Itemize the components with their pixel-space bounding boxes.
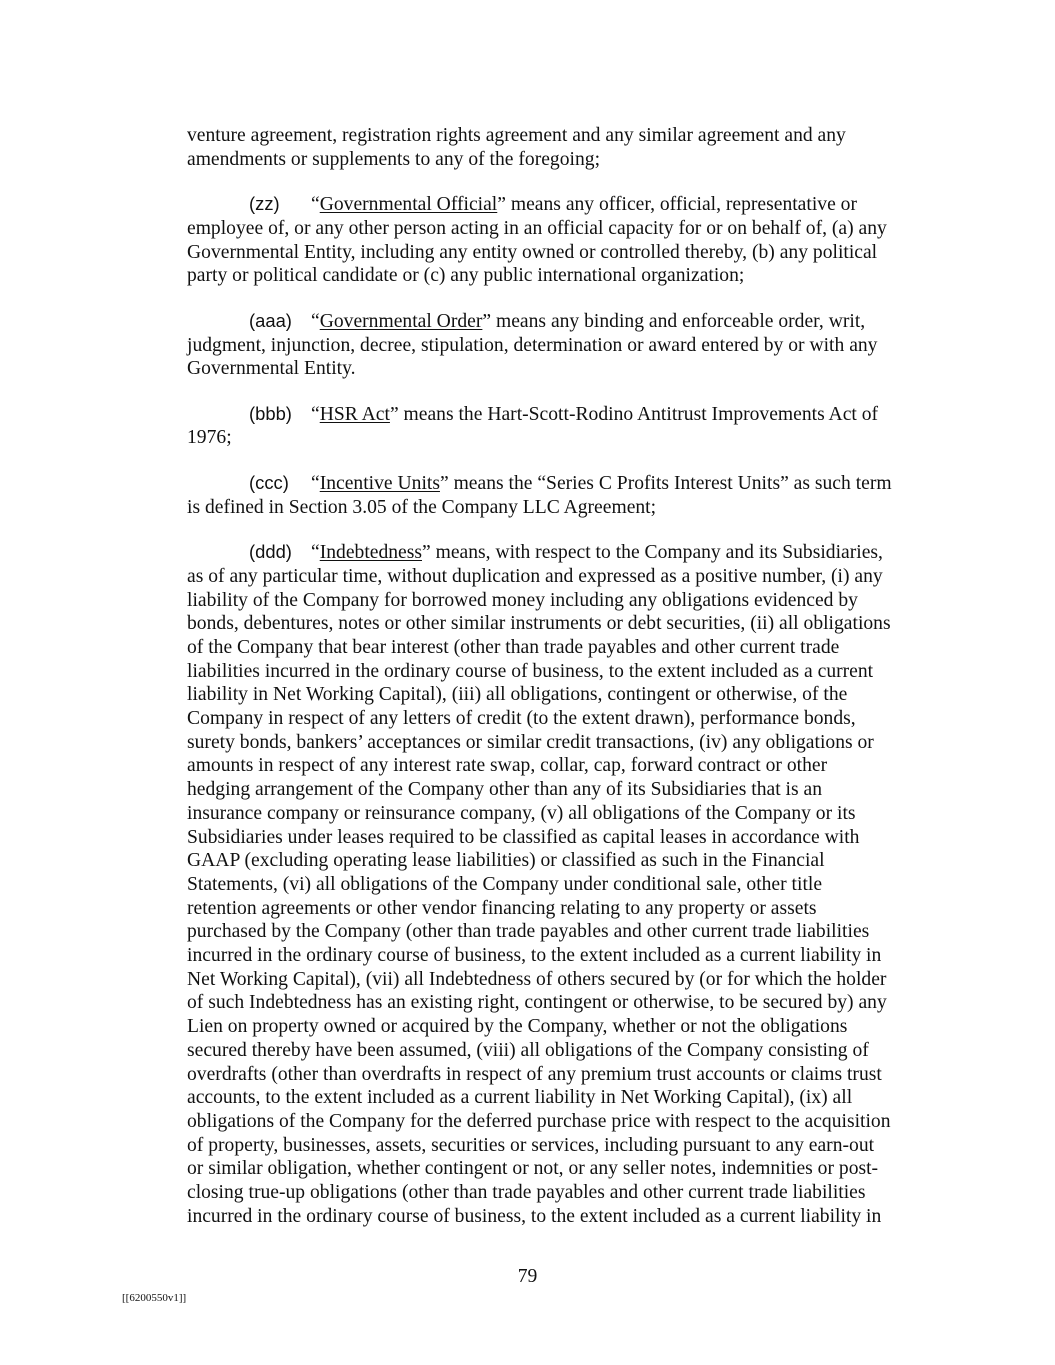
text-line — [187, 920, 933, 944]
line-text: Company in respect of any letters of credit (to the extent drawn), performance bonds, — [187, 708, 856, 730]
line-text: closing true-up obligations (other than trade payables and other current trade liabilities — [187, 1182, 866, 1204]
line-text: liability in Net Working Capital), (iii) all obligations, contingent or otherwise, of the — [187, 684, 848, 706]
text-line — [187, 1181, 933, 1205]
text-line — [187, 683, 933, 707]
line-text: ” means, with respect to the Company and its Subsidiaries, — [422, 542, 883, 564]
definition-ccc — [187, 471, 933, 519]
text-line — [187, 944, 933, 968]
text-line — [187, 778, 933, 802]
text-line — [187, 589, 933, 613]
text-line — [187, 309, 933, 334]
defined-term: Governmental Official — [319, 194, 498, 216]
text-line — [187, 148, 933, 172]
text-line — [187, 540, 933, 565]
text-line — [187, 1110, 933, 1134]
text-line — [187, 897, 933, 921]
line-text: party or political candidate or (c) any public international organization; — [187, 265, 745, 287]
line-text: overdrafts (other than overdrafts in respect of any premium trust accounts or claims trust — [187, 1063, 882, 1085]
text-line — [187, 1039, 933, 1063]
text-line — [187, 991, 933, 1015]
text-line — [187, 426, 933, 450]
text-line — [187, 636, 933, 660]
line-text: of property, businesses, assets, securities or services, including pursuant to any earn-out — [187, 1134, 875, 1156]
text-line — [187, 264, 933, 288]
line-text: employee of, or any other person acting in an official capacity for or on behalf of, (a) any — [187, 217, 887, 239]
text-line — [187, 731, 933, 755]
text-line — [187, 612, 933, 636]
definition-zz — [187, 192, 933, 288]
text-line — [187, 754, 933, 778]
text-line — [187, 1205, 933, 1229]
line-text: ” means any officer, official, representative or — [497, 194, 857, 216]
line-text: surety bonds, bankers’ acceptances or similar credit transactions, (iv) any obligations or — [187, 731, 874, 753]
text-line — [187, 660, 933, 684]
text-line — [187, 357, 933, 381]
clause-number: (aaa) — [249, 309, 292, 331]
text-line — [187, 849, 933, 873]
line-text: insurance company or reinsurance company, (v) all obligations of the Company or its — [187, 802, 856, 824]
line-text: or similar obligation, whether contingent or not, or any seller notes, indemnities or post- — [187, 1158, 879, 1180]
line-text: Subsidiaries under leases required to be classified as capital leases in accordance with — [187, 826, 860, 848]
line-text: ” means the Hart-Scott-Rodino Antitrust Improvements Act of — [389, 403, 879, 425]
continuation-paragraph — [187, 124, 933, 171]
text-line — [187, 802, 933, 826]
line-text: accounts, to the extent included as a current liability in Net Working Capital), (ix) all — [187, 1087, 853, 1109]
document-body — [187, 124, 933, 1249]
line-text: “ — [311, 310, 320, 332]
text-line — [187, 707, 933, 731]
line-text: “ — [311, 542, 320, 564]
line-text: of the Company that bear interest (other than trade payables and other current trade — [187, 636, 840, 658]
line-text: hedging arrangement of the Company other than any of its Subsidiaries that is an — [187, 779, 823, 801]
defined-term: Incentive Units — [319, 472, 440, 494]
page-number: 79 — [517, 1266, 538, 1287]
text-line — [187, 334, 933, 358]
line-text: retention agreements or other vendor financing relating to any property or assets — [187, 897, 817, 919]
line-text: Lien on property owned or acquired by the Company, whether or not the obligations — [187, 1016, 848, 1038]
line-text: Governmental Entity. — [187, 358, 356, 380]
line-text: ” means the “Series C Profits Interest Units” as such term — [439, 472, 892, 494]
text-line — [187, 496, 933, 520]
line-text: ” means any binding and enforceable order, writ, — [482, 310, 866, 332]
clause-number: (ccc) — [249, 471, 289, 493]
defined-term: Governmental Order — [319, 310, 483, 332]
line-text: Governmental Entity, including any entity owned or controlled thereby, (b) any political — [187, 241, 878, 263]
clause-number: (ddd) — [249, 541, 292, 563]
line-text: purchased by the Company (other than trade payables and other current trade liabilities — [187, 921, 870, 943]
line-text: liability of the Company for borrowed money including any obligations evidenced by — [187, 589, 858, 611]
text-line — [187, 1063, 933, 1087]
line-text: “ — [311, 472, 320, 494]
text-line — [187, 826, 933, 850]
line-text: venture agreement, registration rights agreement and any similar agreement and any — [187, 125, 846, 146]
line-text: obligations of the Company for the deferred purchase price with respect to the acquisition — [187, 1111, 891, 1132]
line-text: incurred in the ordinary course of business, to the extent included as a current liability in — [187, 945, 882, 967]
line-text: “ — [311, 403, 320, 425]
line-text: is defined in Section 3.05 of the Company LLC Agreement; — [187, 496, 657, 518]
defined-term: Indebtedness — [319, 542, 422, 564]
document-id: [[6200550v1]] — [122, 1292, 187, 1304]
definition-aaa — [187, 309, 933, 381]
text-line — [187, 124, 933, 148]
text-line — [187, 1157, 933, 1181]
definition-ddd — [187, 540, 933, 1228]
line-text: incurred in the ordinary course of business, to the extent included as a current liability in — [187, 1205, 882, 1227]
line-text: “ — [311, 194, 320, 216]
text-line — [187, 565, 933, 589]
clause-number: (zz) — [249, 193, 280, 215]
line-text: bonds, debentures, notes or other similar instruments or debt securities, (ii) all obligations — [187, 613, 891, 635]
defined-term: HSR Act — [319, 403, 390, 425]
line-text: GAAP (excluding operating lease liabilities) or classified as such in the Financial — [187, 850, 825, 872]
text-line — [187, 402, 933, 427]
text-line — [187, 217, 933, 241]
line-text: as of any particular time, without duplication and expressed as a positive number, (i) any — [187, 565, 883, 587]
text-line — [187, 1134, 933, 1158]
text-line — [187, 471, 933, 496]
line-text: Net Working Capital), (vii) all Indebtedness of others secured by (or for which the holder — [187, 968, 887, 990]
line-text: liabilities incurred in the ordinary course of business, to the extent included as a current — [187, 660, 874, 682]
line-text: 1976; — [187, 427, 232, 449]
text-line — [187, 873, 933, 897]
text-line — [187, 241, 933, 265]
definition-bbb — [187, 402, 933, 450]
line-text: amounts in respect of any interest rate swap, collar, cap, forward contract or other — [187, 755, 828, 777]
line-text: judgment, injunction, decree, stipulation, determination or award entered by or with any — [187, 334, 878, 356]
text-line — [187, 968, 933, 992]
text-line — [187, 1015, 933, 1039]
text-line — [187, 1086, 933, 1110]
line-text: amendments or supplements to any of the foregoing; — [187, 148, 601, 170]
line-text: of such Indebtedness has an existing right, contingent or otherwise, to be secured by) any — [187, 992, 887, 1014]
line-text: Statements, (vi) all obligations of the Company under conditional sale, other title — [187, 873, 823, 895]
clause-number: (bbb) — [249, 402, 292, 424]
text-line — [187, 192, 933, 217]
line-text: secured thereby have been assumed, (viii) all obligations of the Company consisting of — [187, 1039, 869, 1061]
